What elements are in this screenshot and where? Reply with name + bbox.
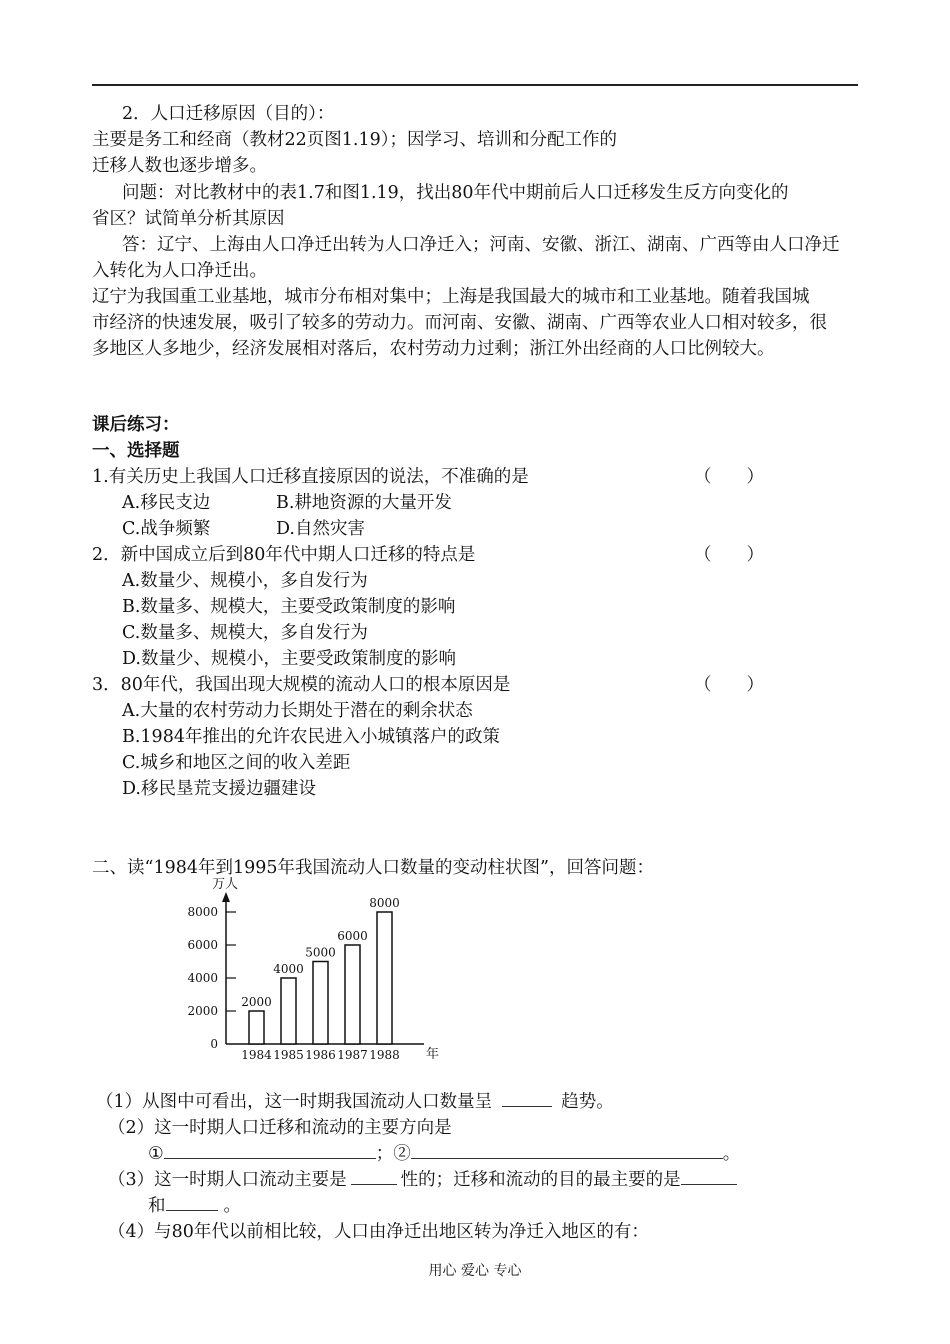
page-footer: 用心 爱心 专心 (428, 1263, 522, 1279)
q1-option-d: D.自然灾害 (276, 519, 365, 539)
sub2-line: （2）这一时期人口迁移和流动的主要方向是 (108, 1118, 452, 1138)
sub3-line (108, 1168, 737, 1192)
header-rule (92, 84, 858, 86)
sub1-text-b: 趋势。 (561, 1092, 614, 1112)
q2-stem: 2．新中国成立后到80年代中期人口迁移的特点是 (92, 545, 476, 565)
answer-line-1: 答：辽宁、上海由人口净迁出转为人口净迁入；河南、安徽、浙江、湖南、广西等由人口净迁 (122, 235, 840, 255)
sub2-blank-2[interactable] (411, 1142, 723, 1159)
bar-1986 (313, 962, 328, 1045)
sub2-separator: ；② (375, 1144, 411, 1164)
sub2-blank-1[interactable] (164, 1142, 376, 1159)
q3-option-d: D.移民垦荒支援边疆建设 (122, 779, 316, 799)
sub3-blank-3[interactable] (166, 1194, 218, 1211)
question-line-2: 省区？试简单分析其原因 (92, 209, 285, 229)
bar-value-label-1987: 6000 (337, 929, 368, 943)
exercises-title: 课后练习： (92, 415, 180, 435)
bar-value-label-1986: 5000 (305, 945, 336, 960)
bar-1987 (345, 945, 360, 1044)
part2-title: 二、读“1984年到1995年我国流动人口数量的变动柱状图”，回答问题： (92, 858, 654, 878)
bar-1988 (377, 912, 392, 1044)
sub2-answer-line (148, 1142, 740, 1166)
sub3-end: 。 (223, 1196, 241, 1216)
x-tick-label-1985: 1985 (273, 1048, 304, 1062)
sub1-line (96, 1090, 614, 1114)
q3-option-a: A.大量的农村劳动力长期处于潜在的剩余状态 (122, 701, 473, 721)
y-axis-arrow (222, 892, 230, 902)
sub3-line-2 (148, 1194, 241, 1218)
x-tick-label-1988: 1988 (369, 1048, 400, 1062)
q3-option-b: B.1984年推出的允许农民进入小城镇落户的政策 (122, 727, 500, 747)
q2-option-c: C.数量多、规模大，多自发行为 (122, 623, 368, 643)
reason-line-1: 主要是务工和经商（教材22页图1.19）；因学习、培训和分配工作的 (92, 130, 617, 150)
population-bar-chart (170, 872, 470, 1068)
sub2-circle-1: ① (148, 1144, 164, 1164)
bar-value-label-1985: 4000 (273, 962, 304, 976)
q3-answer-paren[interactable]: （ ） (694, 675, 764, 695)
bar-1984 (249, 1011, 264, 1044)
sub3-text-a: （3）这一时期人口流动主要是 (108, 1170, 347, 1190)
x-tick-label-1986: 1986 (305, 1048, 336, 1062)
analysis-line-3: 多地区人多地少，经济发展相对落后，农村劳动力过剩；浙江外出经商的人口比例较大。 (92, 339, 775, 359)
x-tick-label-1987: 1987 (337, 1048, 368, 1062)
y-axis-label: 万人 (212, 877, 239, 892)
q2-option-a: A.数量少、规模小，多自发行为 (122, 571, 368, 591)
x-tick-label-1984: 1984 (241, 1048, 272, 1062)
q2-option-d: D.数量少、规模小，主要受政策制度的影响 (122, 649, 456, 669)
reason-heading: 2．人口迁移原因（目的）： (122, 104, 335, 124)
q2-answer-paren[interactable]: （ ） (694, 545, 764, 565)
bar-value-label-1984: 2000 (241, 995, 272, 1009)
y-tick-label-6000: 6000 (187, 938, 218, 952)
question-line-1: 问题：对比教材中的表1.7和图1.19，找出80年代中期前后人口迁移发生反方向变化的 (122, 183, 789, 203)
q1-stem: 1.有关历史上我国人口迁移直接原因的说法，不准确的是 (92, 467, 529, 487)
sub2-end: 。 (722, 1144, 741, 1164)
bar-value-label-1988: 8000 (369, 896, 400, 910)
sub1-text-a: （1）从图中可看出，这一时期我国流动人口数量呈 (96, 1092, 493, 1112)
y-tick-label-8000: 8000 (187, 905, 218, 919)
sub3-blank-2[interactable] (681, 1168, 737, 1185)
q3-option-c: C.城乡和地区之间的收入差距 (122, 753, 351, 773)
sub3-text-b: 性的；迁移和流动的目的最主要的是 (400, 1170, 681, 1190)
y-tick-label-0: 0 (210, 1037, 218, 1051)
q3-stem: 3．80年代，我国出现大规模的流动人口的根本原因是 (92, 675, 511, 695)
analysis-line-2: 市经济的快速发展，吸引了较多的劳动力。而河南、安徽、湖南、广西等农业人口相对较多，很 (92, 313, 827, 333)
q2-option-b: B.数量多、规模大，主要受政策制度的影响 (122, 597, 456, 617)
y-tick-label-4000: 4000 (187, 971, 218, 985)
reason-line-2: 迁移人数也逐步增多。 (92, 156, 267, 176)
analysis-line-1: 辽宁为我国重工业基地，城市分布相对集中；上海是我国最大的城市和工业基地。随着我国城 (92, 287, 810, 307)
sub1-blank[interactable] (502, 1090, 552, 1107)
q1-answer-paren[interactable]: （ ） (694, 467, 764, 487)
bar-1985 (281, 978, 296, 1044)
part1-title: 一、选择题 (92, 441, 180, 461)
sub3-blank-1[interactable] (351, 1168, 397, 1185)
answer-line-2: 入转化为人口净迁出。 (92, 261, 267, 281)
sub4-line: （4）与80年代以前相比较，人口由净迁出地区转为净迁入地区的有： (108, 1222, 649, 1242)
x-axis-label: 年 (426, 1047, 440, 1062)
y-tick-label-2000: 2000 (187, 1004, 218, 1018)
q1-option-c: C.战争频繁 (122, 519, 211, 539)
sub3-text-c: 和 (148, 1196, 166, 1216)
q1-option-a: A.移民支边 (122, 493, 211, 513)
q1-option-b: B.耕地资源的大量开发 (276, 493, 452, 513)
